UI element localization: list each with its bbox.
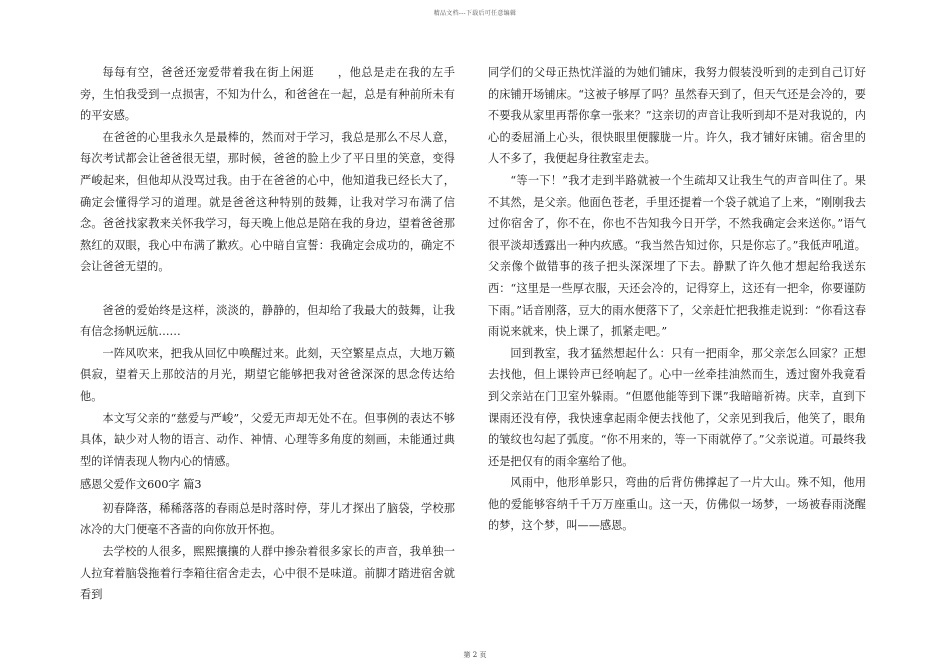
paragraph: 初春降落，稀稀落落的春雨总是时落时停，芽儿才探出了脑袋，学校那冰冷的大门便毫不吝啬的向你放开怀抱。 bbox=[80, 501, 455, 537]
page-number: 第 2 页 bbox=[463, 651, 487, 659]
page-header: 精品文档---下载后可任意编辑 bbox=[433, 10, 517, 17]
paragraph: 爸爸的爱始终是这样，淡淡的，静静的，但却给了我最大的鼓舞，让我有信念扬帆远航…… bbox=[80, 303, 455, 339]
right-column bbox=[488, 62, 866, 537]
section-heading: 感恩父爱作文600字 篇3 bbox=[80, 478, 202, 492]
paragraph: 同学们的父母正热忱洋溢的为她们铺床，我努力假装没听到的走到自己订好的床铺开场铺床。“这被子够厚了吗？虽然春天到了，但天气还是会冷的，要不要我从家里再帮你拿一张来？”这亲切的声音让我听到却不是对我说的，内心的委屈涌上心头，很快眼里便朦胧一片。许久，我才铺好床铺。宿舍里的人不多了，我便起身往教室走去。 bbox=[488, 66, 866, 166]
left-column bbox=[80, 62, 455, 606]
paragraph: 风雨中，他形单影只，弯曲的后背仿佛撑起了一片大山。殊不知，他用他的爱能够容纳千千万万座重山。这一天，仿佛似一场梦，一场被春雨浇醒的梦，这个梦，叫——感恩。 bbox=[488, 476, 866, 533]
paragraph: 回到教室，我才猛然想起什么：只有一把雨伞，那父亲怎么回家？正想去找他，但上课铃声已经响起了。心中一丝牵挂油然而生，透过窗外我竟看到父亲站在门卫室外躲雨。“但愿他能等到下课”我暗暗祈祷。庆幸，直到下课雨还没有停，我快速拿起雨伞便去找他了，父亲见到我后，他笑了，眼角的皱纹也勾起了弧度。“你不用来的，等一下雨就停了。”父亲说道。可最终我还是把仅有的雨伞塞给了他。 bbox=[488, 346, 866, 468]
paragraph: 去学校的人很多，熙熙攘攘的人群中掺杂着很多家长的声音，我单独一人拉耷着脑袋拖着行李箱往宿舍走去，心中很不是味道。前脚才踏进宿舍就看到 bbox=[80, 545, 455, 602]
paragraph: 本文写父亲的“慈爱与严峻”，父爱无声却无处不在。但事例的表达不够具体，缺少对人物的语言、动作、神情、心理等多角度的刻画，未能通过典型的详情表现人物内心的情感。 bbox=[80, 411, 455, 468]
paragraph: “等一下！”我才走到半路就被一个生疏却又让我生气的声音叫住了。果不其然，是父亲。他面色苍老，手里还提着一个袋子就追了上来，“刚刚我去过你宿舍了，你不在，你也不告知我今日开学，不然我确定会来送你。”语气很平淡却透露出一种内疚感。“我当然告知过你，只是你忘了。”我低声吼道。父亲像个做错事的孩子把头深深埋了下去。静默了许久他才想起给我送东西：“这里是一些厚衣服，天还会冷的，记得穿上，这还有一把伞，你要谨防下雨。”话音刚落，豆大的雨水便落下了，父亲赶忙把我推走说到：“你看这春雨说来就来，快上课了，抓紧走吧。” bbox=[488, 173, 866, 339]
paragraph: 每每有空，爸爸还宠爱带着我在街上闲逛 ，他总是走在我的左手旁，生怕我受到一点损害，不知为什么，和爸爸在一起，总是有种前所未有的平安感。 bbox=[80, 66, 455, 123]
paragraph: 一阵风吹来，把我从回忆中唤醒过来。此刻，天空繁星点点，大地万籁俱寂，望着天上那皎洁的月光，期望它能够把我对爸爸深深的思念传达给他。 bbox=[80, 346, 455, 403]
paragraph-gap bbox=[80, 278, 455, 300]
paragraph: 在爸爸的心里我永久是最棒的，然而对于学习，我总是那么不尽人意，每次考试都会让爸爸很无望，那时候，爸爸的脸上少了平日里的笑意，变得严峻起来，但他却从没骂过我。由于在爸爸的心中，他知道我已经长大了，确定会懂得学习的道理。就是爸爸这种特别的鼓舞，让我对学习布满了信念。爸爸找家教来关怀我学习，每天晚上他总是陪在我的身边，望着爸爸那熬红的双眼，我心中布满了歉疚。心中暗自宣誓：我确定会成功的，确定不会让爸爸无望的。 bbox=[80, 130, 455, 274]
